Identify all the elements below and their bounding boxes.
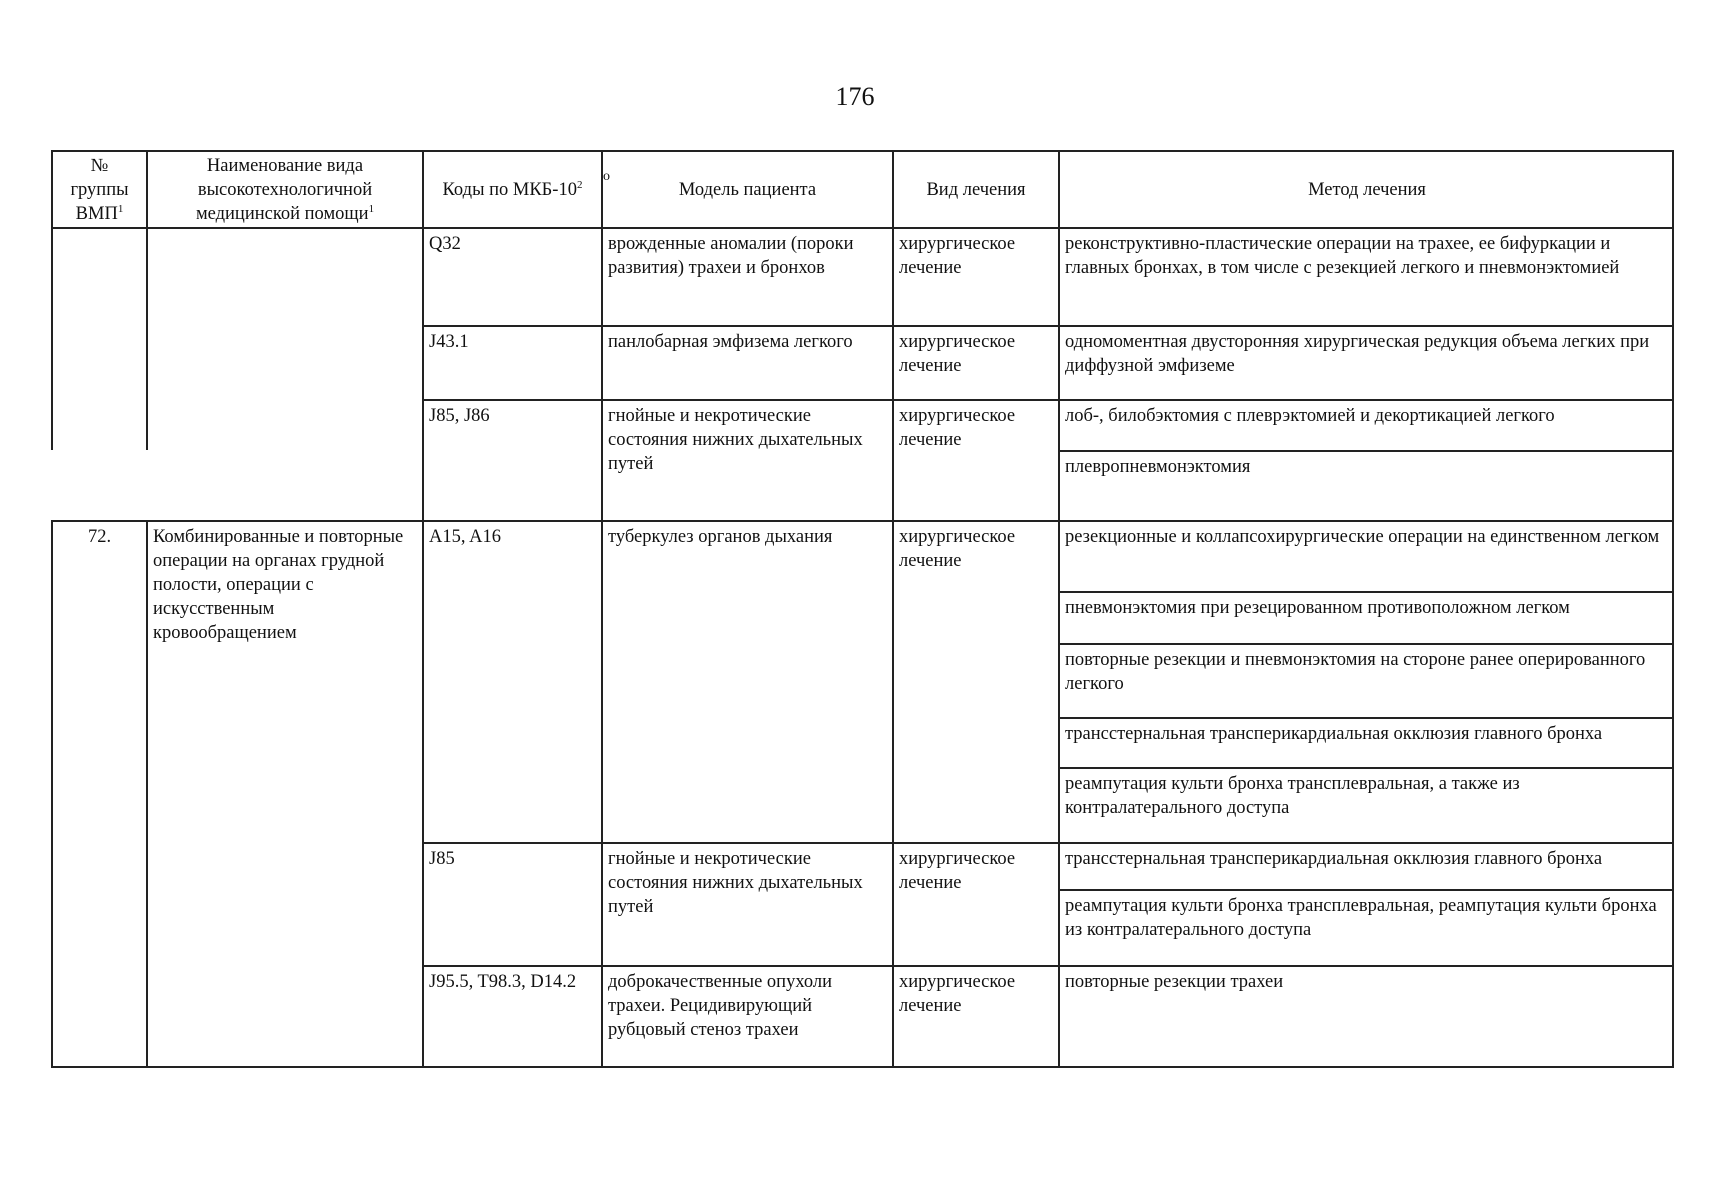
header-patient-model-label: Модель пациента bbox=[678, 179, 817, 200]
footnote-1-mark: 1 bbox=[368, 202, 375, 215]
patient-model-cell: гнойные и некротические состояния нижних дыхательных путей bbox=[601, 842, 892, 965]
vmp-table bbox=[51, 150, 1674, 1068]
header-care-type-name-line-2: высокотехнологичной bbox=[197, 179, 373, 200]
header-icd-codes bbox=[422, 150, 601, 227]
group-number-cell-continued bbox=[51, 227, 146, 450]
icd-codes-cell: J43.1 bbox=[422, 325, 601, 399]
treatment-method-cell: плевропневмонэктомия bbox=[1058, 450, 1674, 520]
group-name-cell-continued bbox=[146, 227, 422, 450]
scan-marker: o bbox=[603, 169, 610, 184]
patient-model-cell: панлобарная эмфизема легкого bbox=[601, 325, 892, 399]
treatment-method-cell: трансстернальная трансперикардиальная окклюзия главного бронха bbox=[1058, 842, 1674, 889]
header-icd-codes-label: Коды по МКБ-10 bbox=[442, 179, 577, 200]
icd-codes-cell: A15, A16 bbox=[422, 520, 601, 842]
icd-codes-cell: J95.5, T98.3, D14.2 bbox=[422, 965, 601, 1068]
header-group-number-line-3: ВМП$^1$ bbox=[75, 202, 124, 224]
header-group-number bbox=[51, 150, 146, 227]
icd-codes-cell: J85 bbox=[422, 842, 601, 965]
treatment-method-cell: одномоментная двусторонняя хирургическая редукция объема легких при диффузной эмфиземе bbox=[1058, 325, 1674, 399]
patient-model-cell: гнойные и некротические состояния нижних дыхательных путей bbox=[601, 399, 892, 520]
treatment-method-cell: повторные резекции и пневмонэктомия на стороне ранее оперированного легкого bbox=[1058, 643, 1674, 717]
header-treatment-type-label: Вид лечения bbox=[926, 179, 1026, 200]
treatment-type-cell: хирургическое лечение bbox=[892, 520, 1058, 842]
patient-model-cell: врожденные аномалии (пороки развития) трахеи и бронхов bbox=[601, 227, 892, 325]
treatment-method-cell: резекционные и коллапсохирургические операции на единственном легком bbox=[1058, 520, 1674, 591]
icd-codes-cell: J85, J86 bbox=[422, 399, 601, 520]
header-care-type-name-line-3: медицинской помощи$^1$ bbox=[195, 202, 375, 224]
treatment-type-cell: хирургическое лечение bbox=[892, 227, 1058, 325]
patient-model-cell: доброкачественные опухоли трахеи. Рецидивирующий рубцовый стеноз трахеи bbox=[601, 965, 892, 1068]
treatment-method-cell: реампутация культи бронха трансплевральная, а также из контралатерального доступа bbox=[1058, 767, 1674, 842]
patient-model-cell: туберкулез органов дыхания bbox=[601, 520, 892, 842]
group-name-cell: Комбинированные и повторные операции на органах грудной полости, операции с искусственным кровообращением bbox=[146, 520, 422, 1068]
header-patient-model bbox=[601, 150, 892, 227]
header-group-number-line-2: группы bbox=[70, 179, 129, 200]
header-treatment-type bbox=[892, 150, 1058, 227]
treatment-method-cell: трансстернальная трансперикардиальная окклюзия главного бронха bbox=[1058, 717, 1674, 767]
treatment-type-cell: хирургическое лечение bbox=[892, 965, 1058, 1068]
group-number-cell: 72. bbox=[51, 520, 146, 1068]
treatment-type-cell: хирургическое лечение bbox=[892, 325, 1058, 399]
treatment-method-cell: повторные резекции трахеи bbox=[1058, 965, 1674, 1068]
header-treatment-method-label: Метод лечения bbox=[1308, 179, 1426, 200]
treatment-type-cell: хирургическое лечение bbox=[892, 399, 1058, 520]
header-treatment-method bbox=[1058, 150, 1674, 227]
header-group-number-line-1: № bbox=[90, 155, 109, 176]
treatment-method-cell: реампутация культи бронха трансплевральная, реампутация культи бронха из контралатерального доступа bbox=[1058, 889, 1674, 965]
treatment-method-cell: пневмонэктомия при резецированном противоположном легком bbox=[1058, 591, 1674, 643]
treatment-type-cell: хирургическое лечение bbox=[892, 842, 1058, 965]
header-care-type-name bbox=[146, 150, 422, 227]
page-number: 176 bbox=[835, 82, 875, 111]
header-care-type-name-line-1: Наименование вида bbox=[206, 155, 364, 176]
footnote-2-mark: 2 bbox=[576, 178, 583, 191]
icd-codes-cell: Q32 bbox=[422, 227, 601, 325]
treatment-method-cell: лоб-, билобэктомия с плеврэктомией и декортикацией легкого bbox=[1058, 399, 1674, 450]
treatment-method-cell: реконструктивно-пластические операции на трахее, ее бифуркации и главных бронхах, в том числе с резекцией легкого и пневмонэктомией bbox=[1058, 227, 1674, 325]
footnote-1-mark: 1 bbox=[117, 202, 124, 215]
